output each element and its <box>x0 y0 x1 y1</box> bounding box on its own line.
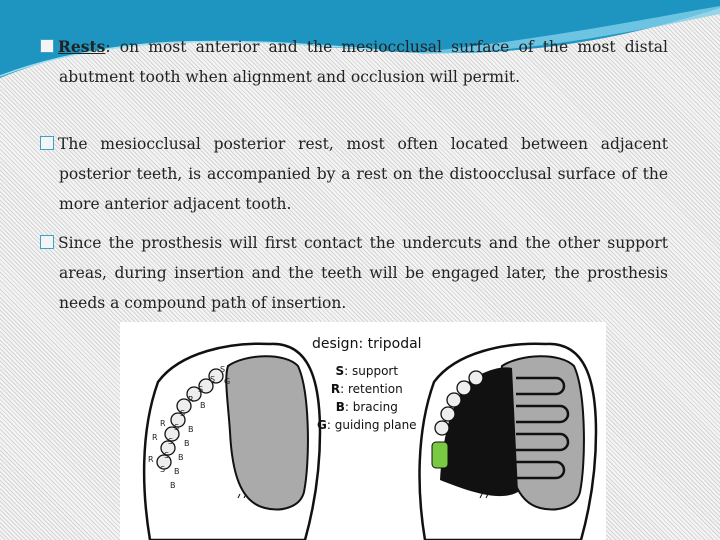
mark-label: B <box>170 481 176 490</box>
legend-label: : bracing <box>344 400 398 414</box>
denture-design-figure <box>120 322 606 540</box>
mark-label: R <box>152 433 158 442</box>
mark-label: B <box>188 425 194 434</box>
term-rests: Rests <box>58 37 106 56</box>
legend-key: B <box>335 400 345 414</box>
bullet-text: Since the prosthesis will first contact the undercuts and the other support areas, during insertion and the teeth will be engaged later, the prosthesis needs a compound path of insertion. <box>58 234 668 312</box>
mark-label: B <box>184 439 190 448</box>
mark-label: G <box>224 377 231 386</box>
legend-key: G <box>317 418 327 432</box>
mark-label: B <box>200 401 206 410</box>
legend-key: S <box>335 364 345 378</box>
legend-label: : retention <box>340 382 403 396</box>
mark-label: S <box>164 451 170 460</box>
bullet-icon <box>40 235 54 249</box>
mark-label: S <box>220 365 226 374</box>
left-arch-diagram <box>144 344 320 540</box>
legend-label: : guiding plane <box>326 418 417 432</box>
mark-label: S <box>160 465 166 474</box>
mark-label: S <box>198 385 204 394</box>
figure-legend <box>312 336 422 434</box>
mark-label: S <box>180 409 186 418</box>
legend-item-support <box>312 362 422 380</box>
legend-key: R <box>330 382 341 396</box>
mark-label: B <box>174 467 180 476</box>
mark-label: S <box>210 375 216 384</box>
right-arch-diagram <box>420 344 596 540</box>
mark-label: S <box>174 423 180 432</box>
legend-label: : support <box>344 364 399 378</box>
bullet-item-rests <box>40 32 668 92</box>
bullet-item-insertion <box>40 228 668 318</box>
mark-label: B <box>178 453 184 462</box>
bullet-icon <box>40 39 54 53</box>
legend-item-bracing <box>312 398 422 416</box>
bullet-icon <box>40 136 54 150</box>
legend-item-retention <box>312 380 422 398</box>
mark-label: R <box>188 395 194 404</box>
bullet-text: The mesiocclusal posterior rest, most often located between adjacent posterior teeth, is accompanied by a rest on the distoocclusal surface of the more anterior adjacent tooth. <box>58 135 668 213</box>
bullet-item-mesiocclusal <box>40 129 668 219</box>
mark-label: R <box>160 419 166 428</box>
legend-item-guiding-plane <box>312 416 422 434</box>
bullet-text: : on most anterior and the mesiocclusal surface of the most distal abutment tooth when alignment and occlusion will permit. <box>59 38 668 86</box>
mark-label: S <box>168 437 174 446</box>
figure-title: design: tripodal <box>312 336 422 352</box>
mark-label: R <box>148 455 154 464</box>
